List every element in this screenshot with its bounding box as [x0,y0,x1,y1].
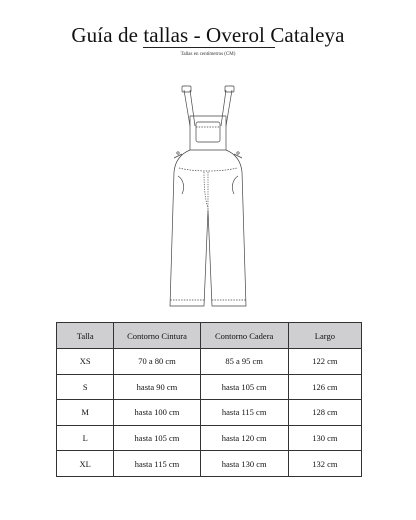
length-cell: 128 cm [288,400,361,426]
size-cell: M [57,400,114,426]
waist-cell: hasta 115 cm [114,451,200,477]
column-header: Largo [288,323,361,349]
length-cell: 130 cm [288,425,361,451]
hip-cell: 85 a 95 cm [200,349,288,375]
size-cell: XS [57,349,114,375]
page-title: Guía de tallas - Overol Cataleya [71,23,345,47]
waist-cell: 70 a 80 cm [114,349,200,375]
hip-cell: hasta 105 cm [200,374,288,400]
size-chart-table [56,322,362,477]
table-header-row [57,323,362,349]
table-row [57,400,362,426]
hip-cell: hasta 130 cm [200,451,288,477]
waist-cell: hasta 105 cm [114,425,200,451]
table-row [57,425,362,451]
table-row [57,349,362,375]
size-cell: XL [57,451,114,477]
waist-cell: hasta 90 cm [114,374,200,400]
units-note: Tallas en centímetros (CM) [180,52,236,57]
column-header: Contorno Cadera [200,323,288,349]
column-header: Talla [57,323,114,349]
title-underline [143,47,275,48]
size-cell: S [57,374,114,400]
column-header: Contorno Cintura [114,323,200,349]
table-row [57,451,362,477]
size-cell: L [57,425,114,451]
hip-cell: hasta 115 cm [200,400,288,426]
table-row [57,374,362,400]
waist-cell: hasta 100 cm [114,400,200,426]
hip-cell: hasta 120 cm [200,425,288,451]
length-cell: 126 cm [288,374,361,400]
length-cell: 122 cm [288,349,361,375]
length-cell: 132 cm [288,451,361,477]
overalls-technical-drawing-icon [160,80,256,314]
